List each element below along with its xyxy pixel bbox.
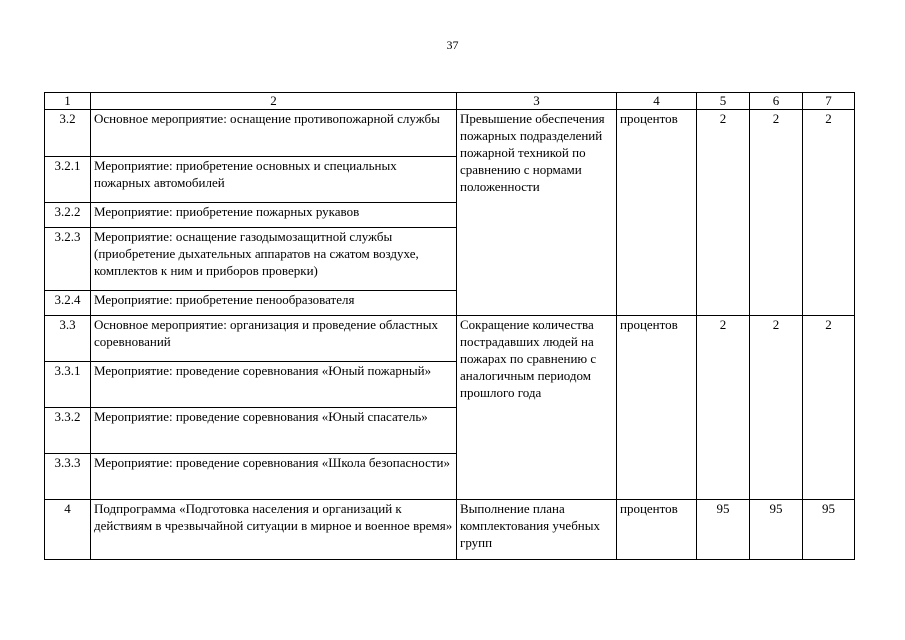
row-number: 3.2.4 — [45, 291, 91, 316]
header-row — [45, 93, 855, 110]
row-name: Мероприятие: проведение соревнования «Юный спасатель» — [91, 408, 457, 454]
row-number: 3.2.2 — [45, 203, 91, 228]
row-name: Мероприятие: приобретение основных и специальных пожарных автомобилей — [91, 157, 457, 203]
value-col-5: 2 — [697, 316, 750, 500]
value-col-6: 2 — [750, 316, 803, 500]
row-number: 3.3.2 — [45, 408, 91, 454]
value-col-7: 2 — [803, 316, 855, 500]
row-number: 3.2 — [45, 110, 91, 157]
value-col-5: 2 — [697, 110, 750, 316]
value-col-7: 95 — [803, 500, 855, 560]
row-name: Мероприятие: проведение соревнования «Школа безопасности» — [91, 454, 457, 500]
unit-cell: процентов — [617, 500, 697, 560]
value-col-6: 95 — [750, 500, 803, 560]
value-col-6: 2 — [750, 110, 803, 316]
row-name: Основное мероприятие: организация и проведение областных соревнований — [91, 316, 457, 362]
indicator-cell: Сокращение количества пострадавших людей на пожарах по сравнению с аналогичным периодом прошлого года — [457, 316, 617, 500]
header-col-2: 2 — [91, 93, 457, 110]
unit-cell: процентов — [617, 316, 697, 500]
unit-cell: процентов — [617, 110, 697, 316]
row-name: Основное мероприятие: оснащение противопожарной службы — [91, 110, 457, 157]
header-col-4: 4 — [617, 93, 697, 110]
indicators-table — [44, 92, 855, 560]
row-number: 3.2.1 — [45, 157, 91, 203]
header-col-5: 5 — [697, 93, 750, 110]
row-number: 3.3.1 — [45, 362, 91, 408]
value-col-7: 2 — [803, 110, 855, 316]
row-number: 3.3 — [45, 316, 91, 362]
indicator-cell: Превышение обеспечения пожарных подразделений пожарной техникой по сравнению с нормами положенности — [457, 110, 617, 316]
indicator-cell: Выполнение плана комплектования учебных групп — [457, 500, 617, 560]
row-number: 3.3.3 — [45, 454, 91, 500]
table-row — [45, 316, 855, 362]
header-col-7: 7 — [803, 93, 855, 110]
row-number: 3.2.3 — [45, 228, 91, 291]
page-number: 37 — [446, 38, 459, 52]
header-col-1: 1 — [45, 93, 91, 110]
header-col-3: 3 — [457, 93, 617, 110]
value-col-5: 95 — [697, 500, 750, 560]
row-name: Мероприятие: проведение соревнования «Юный пожарный» — [91, 362, 457, 408]
row-number: 4 — [45, 500, 91, 560]
row-name: Мероприятие: оснащение газодымозащитной службы (приобретение дыхательных аппаратов на сжатом воздухе, комплектов к ним и приборов проверки) — [91, 228, 457, 291]
row-name: Мероприятие: приобретение пенообразователя — [91, 291, 457, 316]
table-row — [45, 500, 855, 560]
row-name: Мероприятие: приобретение пожарных рукавов — [91, 203, 457, 228]
row-name: Подпрограмма «Подготовка населения и организаций к действиям в чрезвычайной ситуации в мирное и военное время» — [91, 500, 457, 560]
table-row — [45, 110, 855, 157]
header-col-6: 6 — [750, 93, 803, 110]
